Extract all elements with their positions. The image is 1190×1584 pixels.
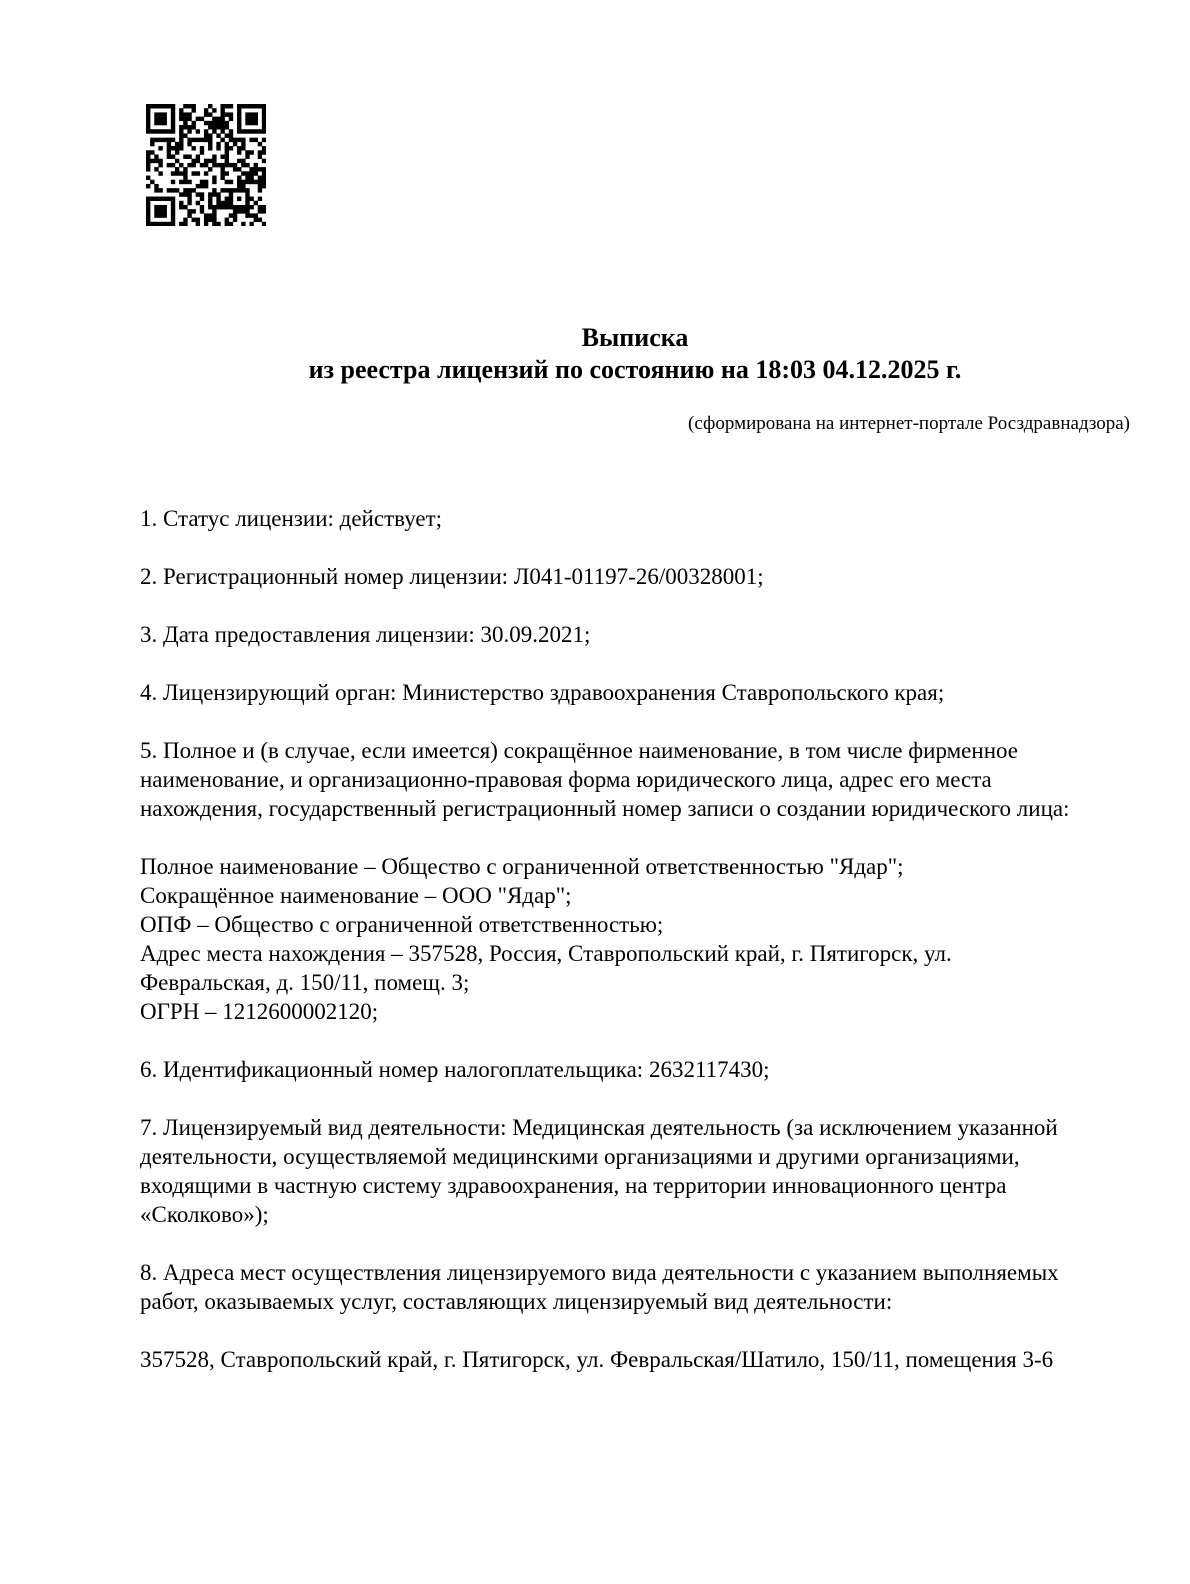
text-line: работ, оказываемых услуг, составляющих лицензируемый вид деятельности: bbox=[140, 1289, 893, 1314]
document-subtitle: (сформирована на интернет-портале Росздравнадзора) bbox=[688, 413, 1130, 434]
paragraph-entity-details bbox=[140, 852, 1130, 1026]
text-line: 3. Дата предоставления лицензии: 30.09.2021; bbox=[140, 622, 591, 647]
document-content bbox=[140, 0, 1130, 1374]
document-title bbox=[140, 322, 1130, 386]
entity-address-line: Февральская, д. 150/11, помещ. 3; bbox=[140, 970, 470, 995]
document-title-line2: из реестра лицензий по состоянию на 18:03 04.12.2025 г. bbox=[308, 355, 962, 384]
entity-address-line: Адрес места нахождения – 357528, Россия, Ставропольский край, г. Пятигорск, ул. bbox=[140, 941, 952, 966]
text-line: наименование, и организационно-правовая форма юридического лица, адрес его места bbox=[140, 767, 992, 792]
text-line: 2. Регистрационный номер лицензии: Л041-01197-26/00328001; bbox=[140, 564, 764, 589]
text-line: 5. Полное и (в случае, если имеется) сокращённое наименование, в том числе фирменное bbox=[140, 738, 1018, 763]
text-line: 7. Лицензируемый вид деятельности: Медицинская деятельность (за исключением указанной bbox=[140, 1115, 1058, 1140]
paragraph-registration-number bbox=[140, 562, 1130, 591]
paragraph-grant-date bbox=[140, 620, 1130, 649]
text-line: 6. Идентификационный номер налогоплательщика: 2632117430; bbox=[140, 1057, 770, 1082]
paragraph-entity-naming-intro bbox=[140, 736, 1130, 823]
paragraph-taxpayer-number bbox=[140, 1055, 1130, 1084]
entity-ogrn-line: ОГРН – 1212600002120; bbox=[140, 999, 379, 1024]
text-line: 8. Адреса мест осуществления лицензируемого вида деятельности с указанием выполняемых bbox=[140, 1260, 1059, 1285]
paragraph-licensing-authority bbox=[140, 678, 1130, 707]
document-body bbox=[140, 504, 1130, 1374]
entity-legal-form-line: ОПФ – Общество с ограниченной ответственностью; bbox=[140, 912, 664, 937]
paragraph-activity-address bbox=[140, 1345, 1130, 1374]
document-title-line1: Выписка bbox=[581, 323, 689, 352]
text-line: 4. Лицензирующий орган: Министерство здравоохранения Ставропольского края; bbox=[140, 680, 945, 705]
paragraph-licensed-activity bbox=[140, 1113, 1130, 1229]
activity-address-line: 357528, Ставропольский край, г. Пятигорск, ул. Февральская/Шатило, 150/11, помещения 3-6 bbox=[140, 1347, 1054, 1372]
text-line: деятельности, осуществляемой медицинскими организациями и другими организациями, bbox=[140, 1144, 1020, 1169]
paragraph-license-status bbox=[140, 504, 1130, 533]
entity-short-name-line: Сокращённое наименование – ООО "Ядар"; bbox=[140, 883, 572, 908]
text-line: входящими в частную систему здравоохранения, на территории инновационного центра bbox=[140, 1173, 1007, 1198]
entity-full-name-line: Полное наименование – Общество с ограниченной ответственностью "Ядар"; bbox=[140, 854, 904, 879]
paragraph-activity-addresses-intro bbox=[140, 1258, 1130, 1316]
text-line: нахождения, государственный регистрационный номер записи о создании юридического лица: bbox=[140, 796, 1070, 821]
text-line: 1. Статус лицензии: действует; bbox=[140, 506, 443, 531]
text-line: «Сколково»); bbox=[140, 1202, 269, 1227]
